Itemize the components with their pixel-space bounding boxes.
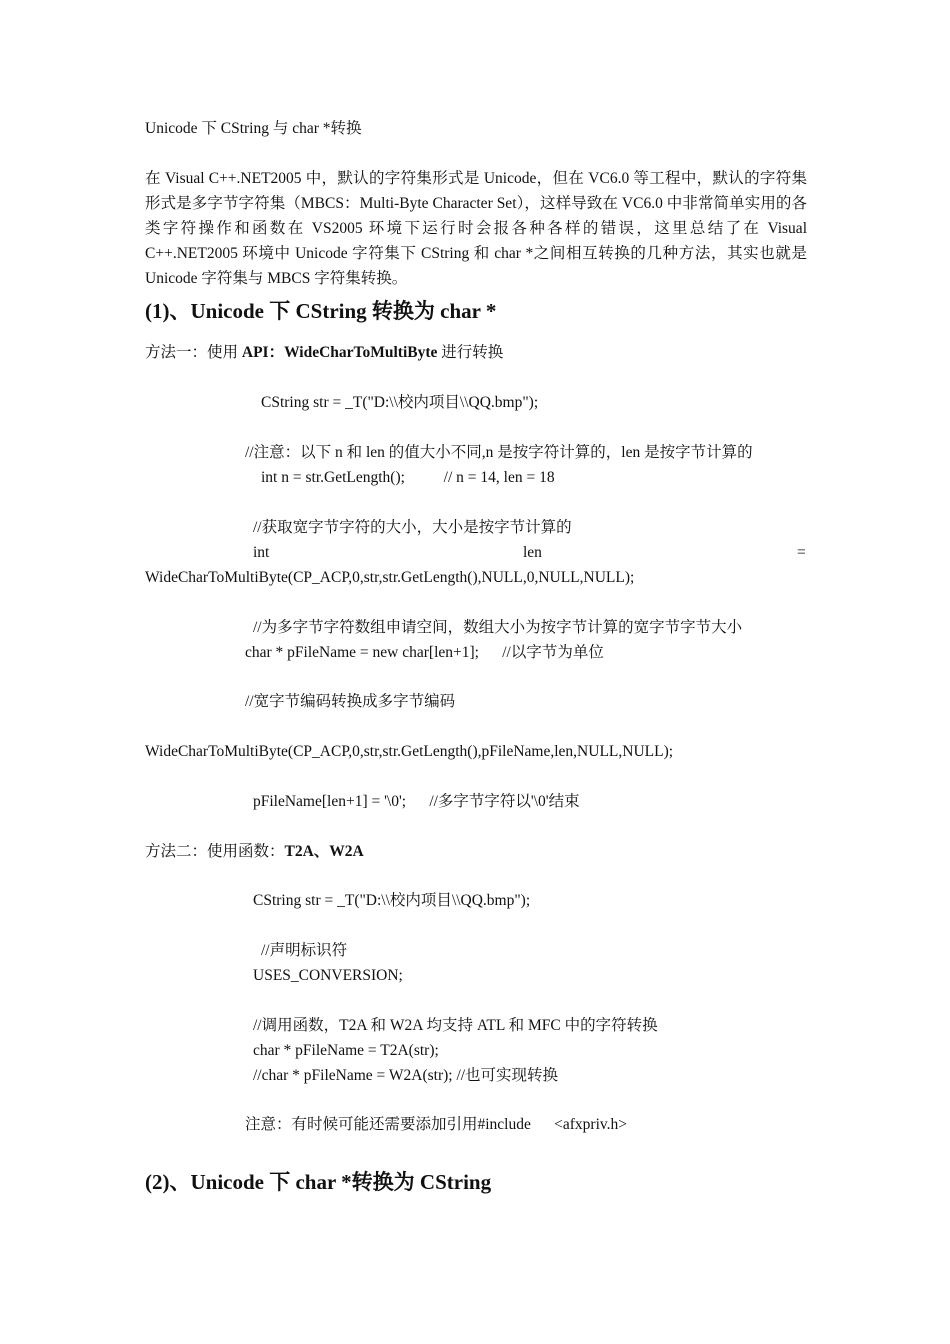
code-line: pFileName[len+1] = '\0'; //多字节字符以'\0'结束 [253,793,580,810]
code-line: WideCharToMultiByte(CP_ACP,0,str,str.GetLength(),NULL,0,NULL,NULL); [145,569,635,586]
doc-title: Unicode 下 CString 与 char *转换 [145,120,362,137]
section-heading-2: (2)、Unicode 下 char *转换为 CString [145,1170,492,1194]
code-line: CString str = _T("D:\\校内项目\\QQ.bmp"); [253,892,531,909]
code-line: char * pFileName = new char[len+1]; //以字节为单位 [245,644,604,661]
method-one-api: API：WideCharToMultiByte [241,344,438,361]
code-line: USES_CONVERSION; [253,967,403,984]
method-one-prefix: 方法一：使用 [145,344,242,361]
code-comment: //调用函数，T2A 和 W2A 均支持 ATL 和 MFC 中的字符转换 [253,1017,658,1034]
intro-paragraph: 在 Visual C++.NET2005 中，默认的字符集形式是 Unicode，但在 VC6.0 等工程中，默认的字符集形式是多字节字符集（MBCS：Multi-Byte Character Set），这样导致在 VC6.0 中非常简单实用的各类字符操作和函数在 VS2005 环境下运行时会报各种各样的错误，这里总结了在 Visual C++.NET2005 环境中 Unicode 字符集下 CString 和 char *之间相互转换的几种方法，其实也就是 Unicode 字符集与 MBCS 字符集转换。 [145,170,807,287]
method-two-line [145,842,364,862]
method-one-suffix: 进行转换 [437,344,504,361]
code-comment: //为多字节字符数组申请空间，数组大小为按字节计算的宽字节字节大小 [253,619,743,636]
note-line: 注意：有时候可能还需要添加引用#include <afxpriv.h> [245,1116,627,1133]
code-comment: //获取宽字节字符的大小，大小是按字节计算的 [253,519,572,536]
code-token-equals: = [797,544,806,561]
code-comment: //注意：以下 n 和 len 的值大小不同,n 是按字符计算的，len 是按字节计算的 [245,444,753,461]
method-two-prefix: 方法二：使用函数： [145,843,285,860]
code-line: CString str = _T("D:\\校内项目\\QQ.bmp"); [261,394,539,411]
method-two-functions: T2A、W2A [284,843,364,860]
code-line: int n = str.GetLength(); // n = 14, len = 18 [261,469,555,486]
code-comment: //char * pFileName = W2A(str); //也可实现转换 [253,1067,559,1084]
code-token-len: len [523,544,542,561]
code-token-int: int [253,544,270,561]
code-line: char * pFileName = T2A(str); [253,1042,439,1059]
method-one-line [145,343,503,363]
section-heading-1: (1)、Unicode 下 CString 转换为 char * [145,299,497,323]
code-comment: //宽字节编码转换成多字节编码 [245,693,456,710]
code-comment: //声明标识符 [261,942,348,959]
code-line: WideCharToMultiByte(CP_ACP,0,str,str.GetLength(),pFileName,len,NULL,NULL); [145,743,674,760]
